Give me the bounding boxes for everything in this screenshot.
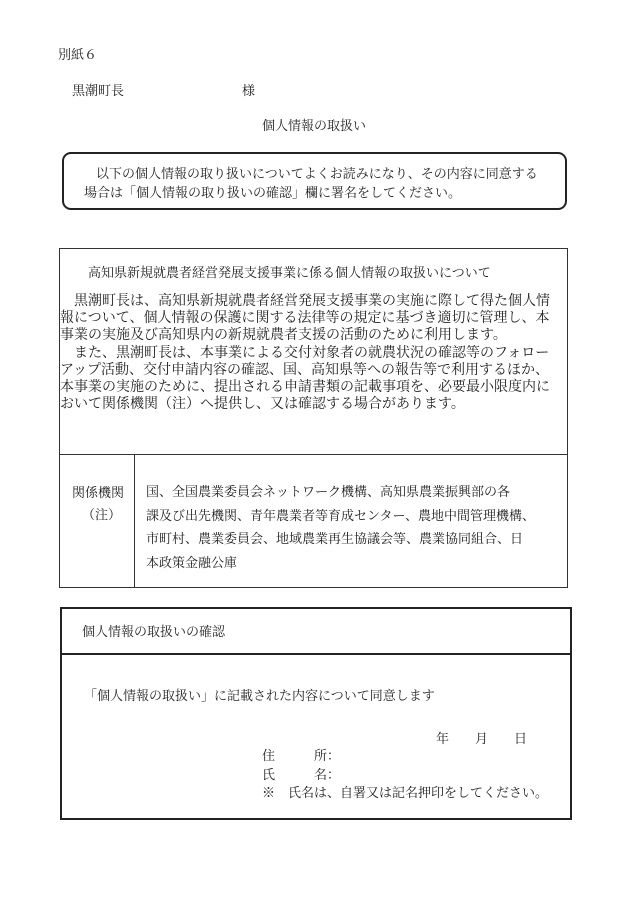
addressee: 黒潮町長	[72, 84, 125, 99]
info-heading: 高知県新規就農者経営発展支援事業に係る個人情報の取扱いについて	[88, 266, 491, 281]
related-orgs-label: 関係機関	[72, 486, 125, 501]
paragraph-line: 本事業の実施のために、提出される申請書類の記載事項を、必要最小限度内に	[60, 379, 550, 395]
org-line: 本政策金融公庫	[146, 555, 238, 571]
address-field[interactable]	[262, 745, 340, 764]
page-title: 個人情報の取扱い	[262, 119, 367, 134]
related-orgs-list	[146, 481, 535, 575]
divider	[60, 653, 572, 655]
paragraph-line: 事業の実施及び高知県内の新規就農者支援の活動のために利用します。	[60, 327, 507, 343]
notice-line: 以下の個人情報の取り扱いについてよくお読みになり、その内容に同意する	[96, 167, 538, 182]
name-field[interactable]	[262, 764, 340, 783]
paragraph-line: また、黒潮町長は、本事業による交付対象者の就農状況の確認等のフォロー	[60, 345, 550, 361]
divider	[59, 454, 568, 455]
year-label: 年	[436, 732, 450, 747]
signature-note: ※ 氏名は、自署又は記名押印をしてください。	[262, 786, 549, 801]
paragraph-line: 黒潮町長は、高知県新規就農者経営発展支援事業の実施に際して得た個人情	[60, 293, 550, 309]
org-line: 課及び出先機関、青年農業者等育成センター、農地中間管理機構、	[146, 508, 535, 524]
info-paragraph	[60, 293, 550, 344]
address-label: 住 所：	[262, 749, 341, 764]
paragraph-line: 報について、個人情報の保護に関する法律等の規定に基づき適切に管理し、本	[60, 310, 550, 326]
divider	[134, 454, 135, 588]
date-field[interactable]	[436, 728, 527, 747]
name-label: 氏 名：	[262, 768, 341, 783]
notice-line: 場合は「個人情報の取り扱いの確認」欄に署名をしてください。	[84, 186, 462, 201]
month-label: 月	[475, 732, 489, 747]
org-line: 国、全国農業委員会ネットワーク機構、高知県農業振興部の各	[146, 485, 511, 500]
honorific: 様	[242, 84, 256, 99]
paragraph-line: アップ活動、交付申請内容の確認、国、高知県等への報告等で利用するほか、	[60, 362, 550, 378]
org-line: 市町村、農業委員会、地域農業再生協議会等、農業協同組合、日	[146, 532, 524, 547]
paragraph-line: おいて関係機関（注）へ提供し、又は確認する場合があります。	[60, 396, 465, 412]
related-orgs-note: （注）	[82, 508, 122, 523]
document-label: 別紙６	[58, 48, 98, 63]
info-paragraph	[60, 345, 550, 413]
confirmation-title: 個人情報の取扱いの確認	[82, 625, 226, 640]
day-label: 日	[514, 732, 528, 747]
agreement-statement: 「個人情報の取扱い」に記載された内容について同意します	[84, 689, 435, 704]
